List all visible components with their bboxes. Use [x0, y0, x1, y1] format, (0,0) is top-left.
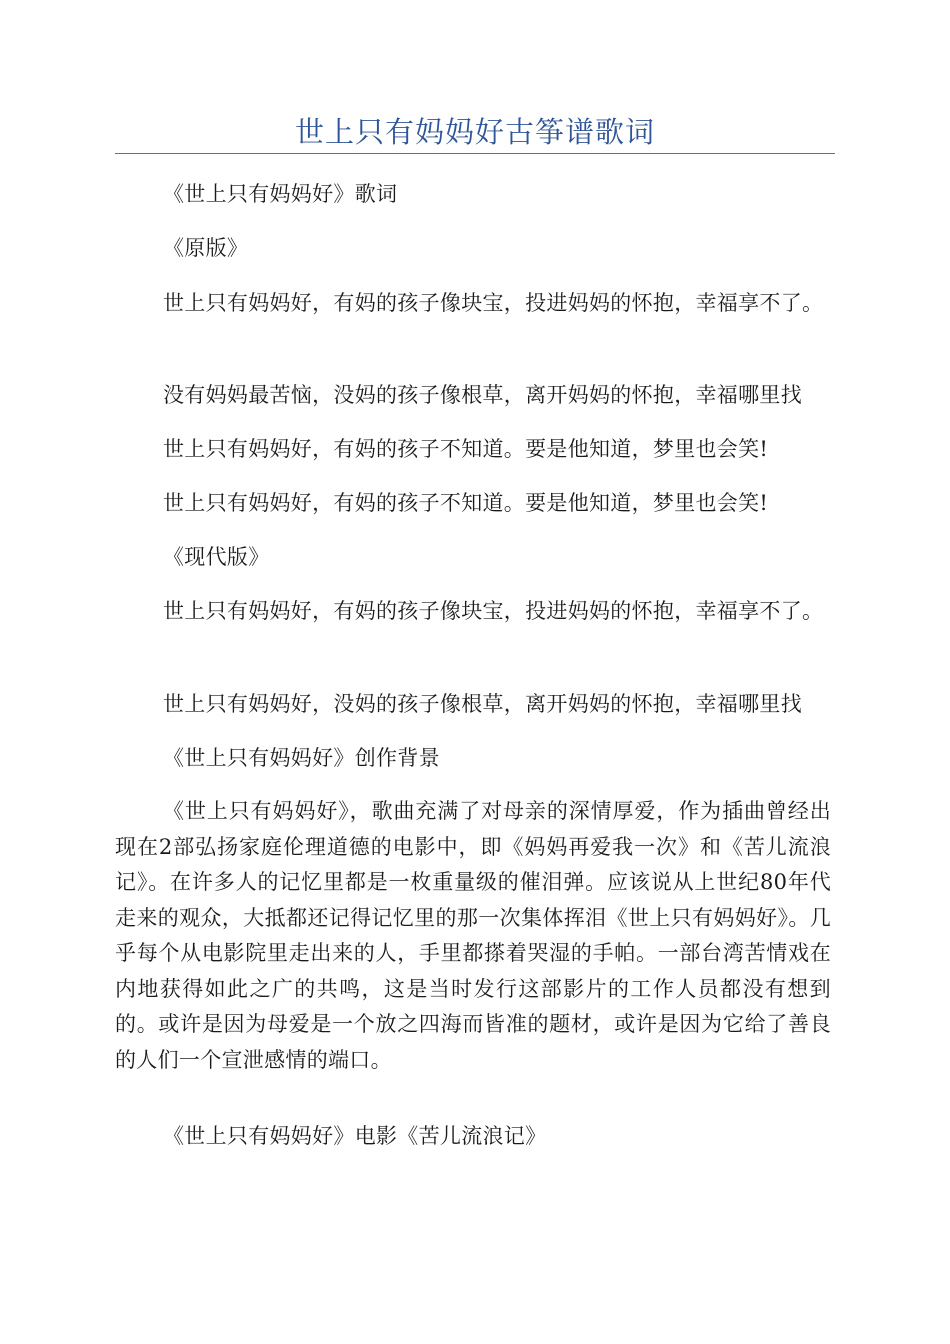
paragraph-background-heading: 《世上只有妈妈好》创作背景 — [163, 746, 440, 770]
paragraph-original-version-label: 《原版》 — [163, 236, 249, 260]
paragraph-modern-version-label: 《现代版》 — [163, 545, 270, 569]
document-title: 世上只有妈妈好古筝谱歌词 — [294, 115, 655, 149]
paragraph-original-verse-2: 没有妈妈最苦恼，没妈的孩子像根草，离开妈妈的怀抱，幸福哪里找 — [163, 383, 802, 407]
paragraph-original-verse-3: 世上只有妈妈好，有妈的孩子不知道。要是他知道，梦里也会笑! — [163, 437, 769, 461]
paragraph-original-verse-4: 世上只有妈妈好，有妈的孩子不知道。要是他知道，梦里也会笑! — [163, 491, 769, 515]
paragraph-original-verse-1: 世上只有妈妈好，有妈的孩子像块宝，投进妈妈的怀抱，幸福享不了。 — [163, 291, 824, 315]
paragraph-modern-verse-1: 世上只有妈妈好，有妈的孩子像块宝，投进妈妈的怀抱，幸福享不了。 — [163, 599, 824, 623]
paragraph-film-heading: 《世上只有妈妈好》电影《苦儿流浪记》 — [163, 1124, 547, 1148]
title-underline — [115, 153, 835, 154]
paragraph-modern-verse-2: 世上只有妈妈好，没妈的孩子像根草，离开妈妈的怀抱，幸福哪里找 — [163, 692, 802, 716]
paragraph-lyrics-heading: 《世上只有妈妈好》歌词 — [163, 182, 398, 206]
paragraph-background-body: 《世上只有妈妈好》，歌曲充满了对母亲的深情厚爱，作为插曲曾经出现在2部弘扬家庭伦理道德的电影中，即《妈妈再爱我一次》和《苦儿流浪记》。在许多人的记忆里都是一枚重量级的催泪弹。应该说从上世纪80年代走来的观众，大抵都还记得记忆里的那一次集体挥泪《世上只有妈妈好》。几乎每个从电影院里走出来的人，手里都搽着哭湿的手帕。一部台湾苦情戏在内地获得如此之广的共鸣，这是当时发行这部影片的工作人员都没有想到的。或许是因为母爱是一个放之四海而皆准的题材，或许是因为它给了善良的人们一个宣泄感情的端口。 — [115, 799, 831, 1072]
